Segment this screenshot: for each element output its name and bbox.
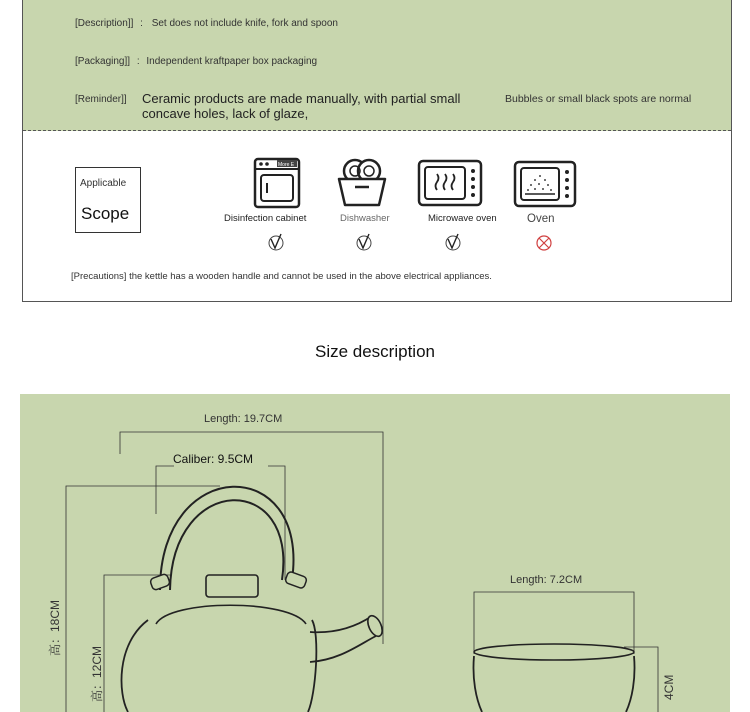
oven-label: Oven — [527, 213, 555, 225]
cup-length-label: Length: 7.2CM — [510, 574, 583, 586]
cup-height-label: 4CM — [662, 674, 676, 700]
cross-mark-icon — [535, 234, 553, 252]
disinfection-cabinet-label: Disinfection cabinet — [224, 213, 307, 224]
check-mark-icon — [267, 233, 285, 251]
dishwasher-icon — [335, 157, 389, 209]
description-key: [Description]] — [75, 18, 134, 29]
reminder-line-2: concave holes, lack of glaze, — [142, 106, 309, 121]
description-value: Set does not include knife, fork and spoon — [151, 18, 338, 29]
kettle-total-height-label: 高：18CM — [48, 599, 62, 656]
reminder-line-1: Ceramic products are made manually, with partial small — [142, 91, 461, 106]
reminder-side-note: Bubbles or small black spots are normal — [505, 93, 692, 105]
description-separator: : — [140, 18, 143, 29]
size-description-title: Size description — [314, 342, 435, 361]
check-mark-icon — [355, 233, 373, 251]
kettle-caliber-label: Caliber: 9.5CM — [173, 452, 254, 466]
description-row — [75, 18, 338, 29]
applicable-label: Applicable — [80, 178, 127, 189]
scope-badge — [75, 167, 141, 233]
applicable-scope-box — [22, 131, 732, 302]
microwave-label: Microwave oven — [428, 213, 497, 224]
dishwasher-label: Dishwasher — [340, 213, 390, 224]
scope-label: Scope — [81, 204, 130, 223]
oven-icon — [513, 160, 577, 208]
packaging-separator: : — [136, 56, 140, 67]
product-info-panel — [22, 0, 732, 131]
packaging-value: Independent kraftpaper box packaging — [146, 56, 318, 67]
kettle-body-height-label: 高：12CM — [90, 645, 104, 702]
disinfection-badge-text: More E — [278, 162, 295, 168]
microwave-icon — [417, 159, 483, 207]
check-mark-icon — [444, 233, 462, 251]
packaging-key: [Packaging]] — [75, 56, 131, 67]
packaging-row — [75, 56, 317, 67]
disinfection-cabinet-icon — [253, 157, 301, 209]
kettle-cup-diagram — [20, 394, 730, 712]
kettle-length-label: Length: 19.7CM — [204, 413, 283, 425]
size-diagram-panel — [20, 394, 730, 712]
reminder-key: [Reminder]] — [75, 94, 127, 105]
precautions-note: [Precautions] the kettle has a wooden handle and cannot be used in the above electrical appliances. — [71, 271, 492, 282]
